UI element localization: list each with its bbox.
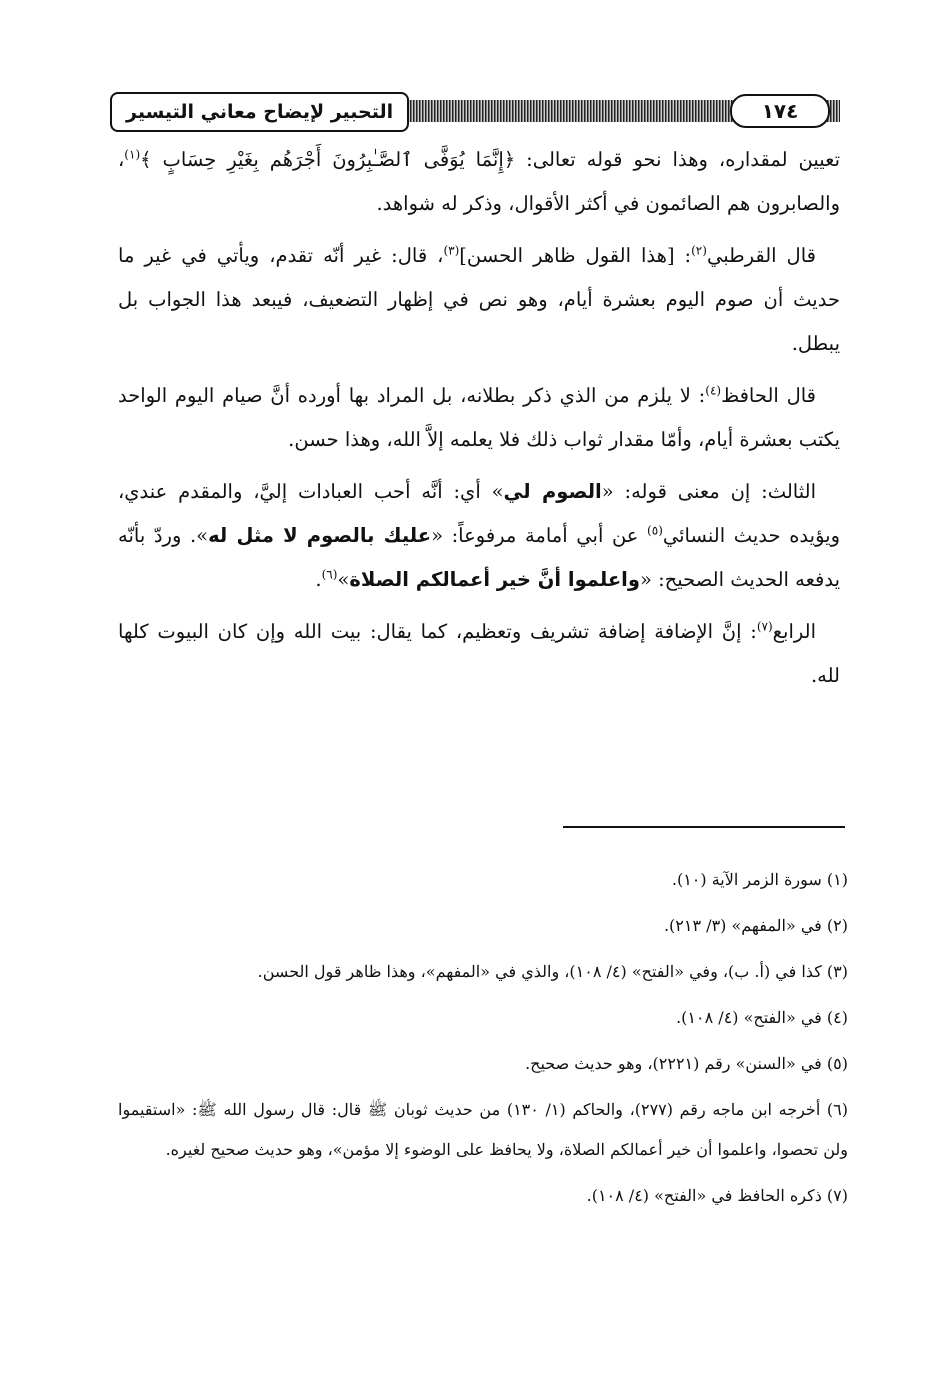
footnote-ref: (٧) [756,619,773,634]
paragraph-text: قال الحافظ [721,384,816,407]
paragraph-4 [118,470,840,602]
paragraph-text: الثالث: إن معنى قوله: « [601,480,816,503]
page-header [110,92,840,132]
footnote-ref: (٥) [647,523,663,538]
paragraph-text: : إنَّ الإضافة إضافة تشريف وتعظيم، كما يقال: بيت الله وإن كان البيوت كلها لله. [118,620,840,687]
hadith-quote: الصوم لي [503,480,602,503]
paragraph-text: ، قال: غير أنّه تقدم، ويأتي في غير ما حديث أن صوم اليوم بعشرة أيام، وهو نص في إظهار التضعيف، فيبعد هذا الجواب بل يبطل. [118,244,840,355]
footnote-ref: (٣) [443,243,460,258]
footnote-6: (٦) أخرجه ابن ماجه رقم (٢٧٧)، والحاكم (١/ ١٣٠) من حديث ثوبان ﷺ قال: قال رسول الله ﷺ: «استقيموا ولن تحصوا، واعلموا أن خير أعمالكم الصلاة، ولا يحافظ على الوضوء إلا مؤمن»، وهو حديث صحيح لغيره. [118,1100,849,1159]
paragraph-5 [118,610,840,698]
paragraph-3 [118,374,840,462]
book-title: التحبير لإيضاح معاني التيسير [110,92,409,132]
page-number: ١٧٤ [730,94,830,128]
footnote-ref: (٢) [691,243,707,258]
footnote-separator [563,826,845,828]
paragraph-text: ». وردّ بأنّه يدفعه الحديث الصحيح: « [118,524,840,591]
footnote-4: (٤) في «الفتح» (٤/ ١٠٨). [676,1008,848,1027]
paragraph-text: » أي: أنَّه أحب العبادات إليَّ، والمقدم عندي، ويؤيده حديث النسائي [118,480,841,547]
footnote-7: (٧) ذكره الحافظ في «الفتح» (٤/ ١٠٨). [586,1186,848,1205]
footnotes [118,860,848,1222]
footnote-ref: (٤) [705,383,722,398]
paragraph-text: الرابع [772,620,816,643]
footnote-3: (٣) كذا في (أ. ب)، وفي «الفتح» (٤/ ١٠٨)، والذي في «المفهم»، وهذا ظاهر قول الحسن. [257,962,848,981]
paragraph-text: عن أبي أمامة مرفوعاً: « [431,524,648,547]
paragraph-2 [118,234,840,366]
footnote-ref: (٦) [321,567,338,582]
footnote-2: (٢) في «المفهم» (٣/ ٢١٣). [663,916,848,935]
hadith-quote: عليك بالصوم لا مثل له [208,524,432,547]
paragraph-text: قال القرطبي [706,244,816,267]
paragraph-text: تعيين لمقداره، وهذا نحو قوله تعالى: ﴿إِنَّمَا يُوَفَّى ٱلصَّـٰبِرُونَ أَجْرَهُم بِغَيْرِ حِسَابٍ ﴾ [140,148,840,171]
footnote-5: (٥) في «السنن» رقم (٢٢٢١)، وهو حديث صحيح. [525,1054,848,1073]
paragraph-text: » [337,568,350,591]
main-text [118,138,840,706]
paragraph-text: : لا يلزم من الذي ذكر بطلانه، بل المراد بها أورده أنَّ صيام اليوم الواحد يكتب بعشرة أيام، وأمّا مقدار ثواب ذلك فلا يعلمه إلاَّ الله، وهذا حسن. [118,384,840,451]
footnote-ref: (١) [124,147,141,162]
hadith-quote: واعلموا أنَّ خير أعمالكم الصلاة [349,568,640,591]
paragraph-text: ، والصابرون هم الصائمون في أكثر الأقوال، وذكر له شواهد. [118,148,840,215]
paragraph-text: . [315,568,322,591]
paragraph-1 [118,138,840,226]
paragraph-text: : [هذا القول ظاهر الحسن] [459,244,692,267]
footnote-1: (١) سورة الزمر الآية (١٠). [671,870,848,889]
